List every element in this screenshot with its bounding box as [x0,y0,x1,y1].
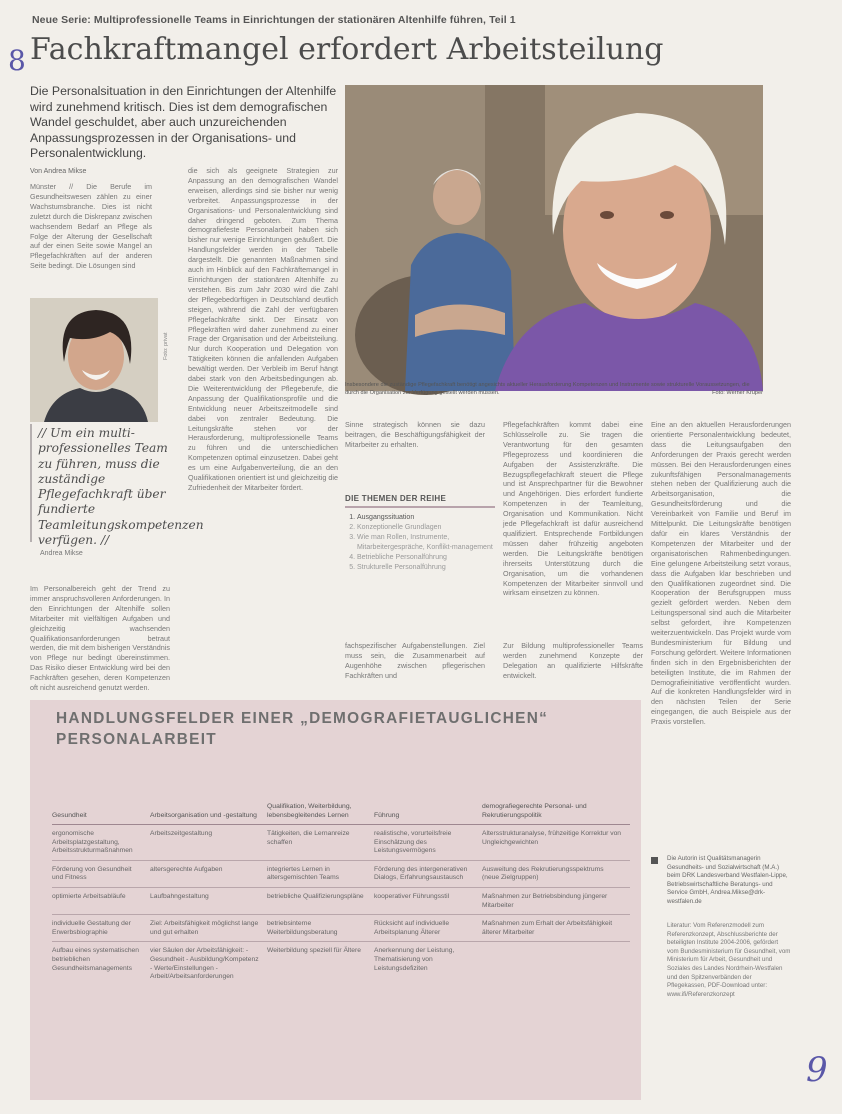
table-cell: Altersstrukturanalyse, frühzeitige Korrektur von Ungleichgewichten [482,830,622,846]
table-cell: ergonomische Arbeitsplatzgestaltung, Arbeitsstrukturmaßnahmen [52,830,133,855]
body-column-4-top: Pflegefachkräften kommt dabei eine Schlüsselrolle zu. Sie tragen die Verantwortung für den gesamten Pflegeprozess und koordinieren die Aufgaben der Assistenzkräfte. Die Bezugspflegefachkraft steuert die Pflege und ist Ansprechpartner für die Bewohner und Angehörigen. Dies erfordert fundierte Kompetenzen in der Teamleitung, Organisation und Kommunikation. Nicht jede Pflegefachkraft ist dafür ausreichend qualifiziert. Entsprechende Fortbildungen müssen daher frühzeitig angeboten werden. Die Leitungskräfte benötigen ihrerseits Unterstützung durch die Organisation, um die vorhandenen Kompetenzen der Mitarbeiter sinnvoll und wirksam einsetzen zu können. [503,420,643,598]
themes-list [345,513,495,573]
table-cell: Maßnahmen zur Betriebsbindung jüngerer Mitarbeiter [482,892,608,909]
photo-caption-text: Insbesondere die zuständige Pflegefachkraft benötigt angesichts aktueller Herausforderung Kompetenzen und Instrumente sowie strukturelle Voraussetzungen, die durch die Organisation zur Verfügung gestellt werden müssen. [345,382,750,396]
portrait-credit: Foto: privat [163,332,169,360]
photo-caption [345,381,763,397]
table-cell: Anerkennung der Leistung, Thematisierung von Leistungsdefiziten [374,947,455,972]
theme-item: 1. Ausgangssituation [357,513,495,523]
pull-quote: // Um ein multi-professionelles Team zu führen, muss die zuständige Pflegefachkraft über fundierte Teamleitungskompetenzen verfügen. // [38,426,204,548]
series-line: Neue Serie: Multiprofessionelle Teams in Einrichtungen der stationären Altenhilfe führen, Teil 1 [32,14,516,26]
lead-paragraph: Die Personalsituation in den Einrichtungen der Altenhilfe wird zunehmend kritisch. Dies ist dem demografischen Wandel geschuldet, aber auch unzureichenden Anpassungsprozessen in der Organisations- und Personalentwicklung. [30,84,337,161]
body-column-1-bottom: Im Personalbereich geht der Trend zu immer anspruchsvolleren Anforderungen. In den Einrichtungen der Altenhilfe sollen Mitarbeiter mit vielfältigen Aufgaben und gleichzeitig wachsenden Qualifikationsanforderungen betraut werden, die mit dem bisherigen Verständnis von Pflege nur bedingt übereinstimmen. Das Risiko dieser Entwicklung wird bei den Fachkräften gesehen, deren Kompetenzen oft nicht ausreichend genutzt werden. [30,584,170,693]
table-row [52,942,630,985]
themes-box [345,494,495,594]
literature-note: Literatur: Vom Referenzmodell zum Referenzkonzept, Abschlussberichte der beteiligten Institute 2004-2006, gefördert vom Bundesministerium für Gesundheit, vom Ministerium für Arbeit, Gesundheit und Soziales des Landes Nordrhein-Westfalen und den Spitzenverbänden der Pflegekassen, PDF-Download unter: www.ifi/Referenzkonzept [667,922,791,998]
table-header-cell: demografiegerechte Personal- und Rekrutierungspolitik [482,803,587,819]
theme-item: 2. Konzeptionelle Grundlagen [357,523,495,533]
table-cell: altersgerechte Aufgaben [150,865,223,873]
table-cell: betriebliche Qualifizierungspläne [267,892,364,900]
box-title-line-1: HANDLUNGSFELDER EINER „DEMOGRAFIETAUGLICHEN“ [56,710,549,727]
handlungsfelder-table [52,766,630,986]
photo-credit: Foto: Werner Krüper [712,390,763,396]
table-row [52,825,630,861]
table-cell: vier Säulen der Arbeitsfähigkeit: - Gesundheit - Ausbildung/Kompetenz - Werte/Einstellungen - Arbeit/Arbeitsanforderungen [150,947,259,981]
table-row [52,915,630,942]
table-cell: Förderung von Gesundheit und Fitness [52,865,132,882]
table-cell: betriebsinterne Weiterbildungsberatung [267,920,338,936]
body-column-4-bottom: Zur Bildung multiprofessioneller Teams werden zunehmend Konzepte der Delegation an qualifizierte Hilfskräfte entwickelt. [503,641,643,680]
article-title: Fachkraftmangel erfordert Arbeitsteilung [30,32,664,67]
table-cell: Laufbahngestaltung [150,892,209,900]
table-cell: integriertes Lernen in altersgemischten Teams [267,865,339,882]
author-note [651,855,789,907]
table-cell: Ausweitung des Rekrutierungsspektrums (neue Zielgruppen) [482,865,604,882]
body-column-5: Eine an den aktuellen Herausforderungen orientierte Personalentwicklung bedeutet, dass die Leitungsaufgaben den Anforderungen der Praxis gerecht werden müssen. Bei den Herausforderungen eines zukunftsfähigen Personalmanagements stehen neben der Qualifizierung auch die Arbeitsorganisation, die Gesundheitsförderung und die Vereinbarkeit von Familie und Beruf im Mittelpunkt. Die Leitungskräfte benötigen dafür ein klares Verständnis der Kompetenzen der Mitarbeiter und der organisatorischen Rahmenbedingungen. Eine gelungene Arbeitsteilung setzt voraus, dass die Aufgaben klar beschrieben und den Qualifikationen zugeordnet sind. Die Kooperation der Berufsgruppen muss gezielt gefördert werden. Neben dem Leitungspersonal sind auch die Mitarbeiter selbst gefordert, ihre Kompetenzen weiterzuentwickeln. Das Projekt wurde vom Bundesministerium für Bildung und Forschung gefördert. Weitere Informationen finden sich in den Ergebnisberichten der beteiligten Institute, die im Rahmen der Demografieinitiative veröffentlicht wurden. Auf die konkreten Handlungsfelder wird in den nächsten Teilen der Serie eingegangen, die auch Beispiele aus der Praxis vorstellen. [651,420,791,727]
page-number: 9 [806,1050,828,1090]
table-header-cell: Führung [374,811,400,819]
body-column-3-top: Sinne strategisch können sie dazu beitragen, die Beschäftigungsfähigkeit der Mitarbeiter zu erhalten. [345,420,485,449]
table-header-cell: Qualifikation, Weiterbildung, lebensbegleitendes Lernen [267,803,352,819]
table-row [52,888,630,915]
table-cell: Tätigkeiten, die Lernanreize schaffen [267,830,350,846]
table-cell: Maßnahmen zum Erhalt der Arbeitsfähigkeit älterer Mitarbeiter [482,920,613,936]
table-cell: Arbeitszeitgestaltung [150,830,213,837]
table-cell: realistische, vorurteilsfreie Einschätzung des Leistungsvermögens [374,830,452,855]
table-cell: Förderung des intergenerativen Dialogs, Erfahrungsaustausch [374,865,468,882]
table-cell: Ziel: Arbeitsfähigkeit möglichst lange und gut erhalten [150,920,259,936]
table-header-cell: Gesundheit [52,811,87,819]
photo-illustration [345,85,763,391]
table-cell [482,947,630,981]
theme-item: 3. Wie man Rollen, Instrumente, Mitarbeitergespräche, Konflikt-management [357,533,495,553]
handwritten-mark: 8 [8,44,26,77]
box-title [56,708,548,750]
themes-heading: DIE THEMEN DER REIHE [345,494,495,508]
quote-author: Andrea Mikse [40,550,83,557]
table-cell: optimierte Arbeitsabläufe [52,892,126,900]
author-note-text: Die Autorin ist Qualitätsmanagerin Gesundheits- und Sozialwirtschaft (M.A.) beim DRK Landesverband Westfalen-Lippe, Betriebswirtschaftliche Beratungs- und Service GmbH, Andrea.Mikse@drk-westfalen.de [667,855,788,905]
table-header-row [52,766,630,825]
article-photo [345,85,763,391]
body-column-3-bottom: fachspezifischer Aufgabenstellungen. Ziel muss sein, die Zusammenarbeit auf Augenhöhe zwischen pflegerischen Fachkräften und [345,641,485,680]
portrait-illustration [30,298,158,422]
table-cell: kooperativer Führungsstil [374,892,450,900]
table-cell: individuelle Gestaltung der Erwerbsbiographie [52,920,131,936]
table-cell: Aufbau eines systematischen betrieblichen Gesundheitsmanagements [52,947,139,972]
box-title-line-2: PERSONALARBEIT [56,731,217,748]
table-cell: Weiterbildung speziell für Ältere [267,947,361,955]
square-bullet-icon [651,857,658,864]
author-portrait [30,298,158,422]
table-cell: Rücksicht auf individuelle Arbeitsplanung Älterer [374,920,450,936]
body-column-1-top: Münster // Die Berufe im Gesundheitswesen zählen zu einer Wachstumsbranche. Dies ist nicht zuletzt durch die Diskrepanz zwischen wachsendem Bedarf an Pflege als Folge der Alterung der Gesellschaft auf der einen Seite sowie Mangel an Pflegefachkräften auf der anderen Seite bedingt. Die Lösungen sind [30,182,152,271]
quote-bar [30,424,32,542]
body-column-2: die sich als geeignete Strategien zur Anpassung an den demografischen Wandel erweisen, allerdings sind sie bisher nur wenig verbreitet. Anpassungsprozesse in der Organisations- und Personalentwicklung sind daher dringend geboten. Zum Thema demografiefeste Personalarbeit haben sich bisher nur wenige Einrichtungen geäußert. Die Handlungsfelder werden in der Tabelle dargestellt. Die genannten Maßnahmen sind auch im Hinblick auf den Fachkräftemangel in Einrichtungen der stationären Altenhilfe zu verstehen. Bis zum Jahr 2030 wird die Zahl der Pflegebedürftigen in Deutschland deutlich steigen, während die Zahl der verfügbaren Pflegefachkräfte sinkt. Der Einsatz von Pflegekräften wird daher zunehmend zu einer Frage der Organisation und der Arbeitsteilung. Nur durch Kooperation und Delegation von Tätigkeiten können die anfallenden Aufgaben bewältigt werden. Der Verbleib im Beruf hängt dabei stark von den Arbeitsbedingungen ab. Die Weiterentwicklung der Pflegeberufe, die Anpassung der Qualifikationsprofile und die Entwicklung neuer Arbeitszeitmodelle sind dabei von zentraler Bedeutung. Die Leitungskräfte stehen vor der Herausforderung, multiprofessionelle Teams zu führen und die unterschiedlichen Kompetenzen optimal einzusetzen. Dabei geht es um eine Aufgabenverteilung, die an den Qualifikationen orientiert ist und gleichzeitig die Zufriedenheit der Mitarbeiter fördert. [188,166,338,492]
table-header-cell: Arbeitsorganisation und -gestaltung [150,811,257,819]
theme-item: 5. Strukturelle Personalführung [357,563,495,573]
handlungsfelder-box [30,700,641,1100]
theme-item: 4. Betriebliche Personalführung [357,553,495,563]
byline: Von Andrea Mikse [30,168,87,175]
table-row [52,861,630,888]
